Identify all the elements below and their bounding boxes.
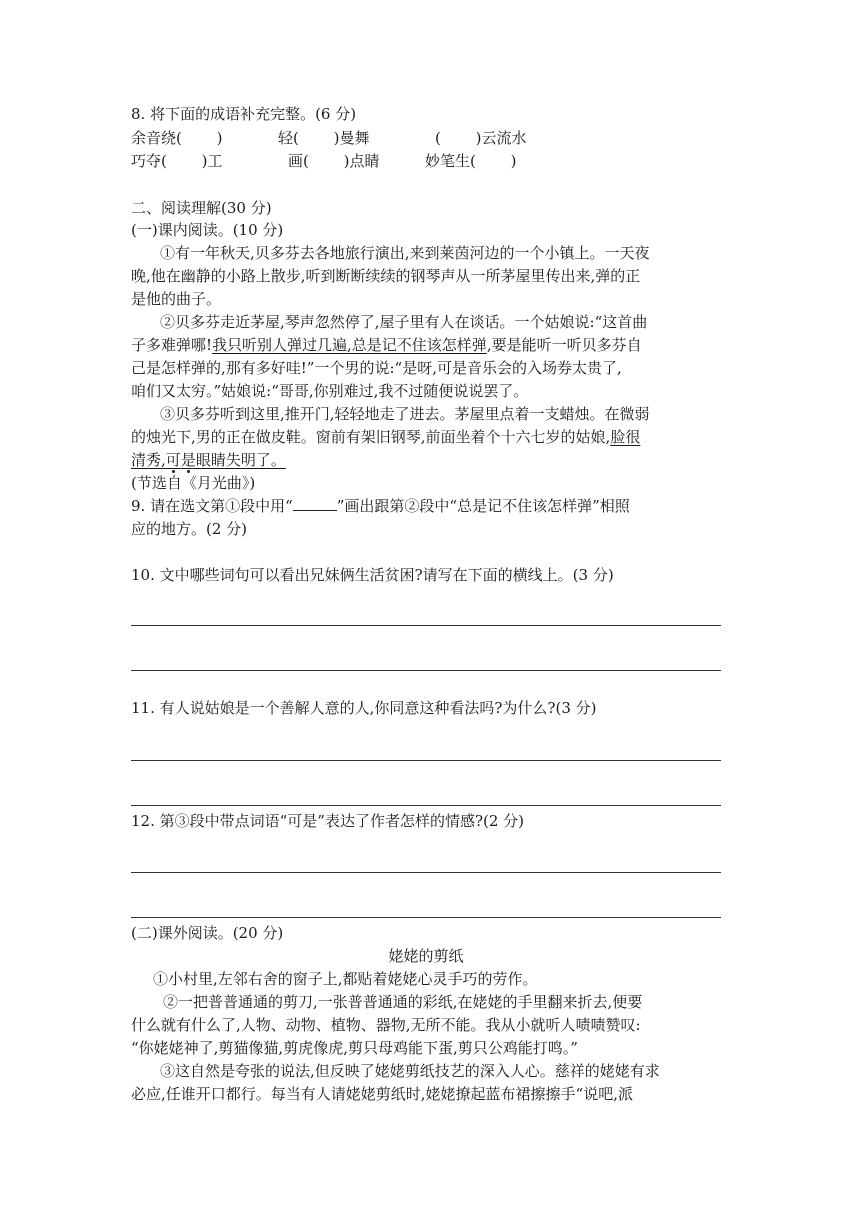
underlined-text: 脸很 xyxy=(610,428,641,446)
passage-line: 什么就有什么了,人物、动物、植物、器物,无所不能。我从小就听人啧啧赞叹: xyxy=(131,1016,641,1034)
passage-line: 晚,他在幽静的小路上散步,听到断断续续的钢琴声从一所茅屋里传出来,弹的正 xyxy=(131,267,641,285)
passage-title: 姥姥的剪纸 xyxy=(388,947,464,965)
passage-line: “你姥姥神了,剪猫像猫,剪虎像虎,剪只母鸡能下蛋,剪只公鸡能打鸣。” xyxy=(131,1039,578,1057)
q10-prompt: 10. 文中哪些词句可以看出兄妹俩生活贫困?请写在下面的横线上。(3 分) xyxy=(131,566,614,584)
answer-line[interactable] xyxy=(131,670,721,671)
text-span: ,要是能听一听贝多芬自 xyxy=(486,336,642,354)
answer-line[interactable] xyxy=(131,805,721,806)
answer-line[interactable] xyxy=(131,760,721,761)
passage-line xyxy=(131,334,642,356)
text-span: 9. 请在选文第①段中用“ xyxy=(131,497,293,515)
q9-line1 xyxy=(131,495,630,517)
passage-line: ③这自然是夸张的说法,但反映了姥姥剪纸技艺的深入人心。慈祥的姥姥有求 xyxy=(160,1062,660,1080)
idiom-item: 画( )点睛 xyxy=(288,152,380,170)
underlined-text: 清秀, xyxy=(131,451,166,469)
passage-line: 己是怎样弹的,那有多好哇!”一个男的说:“是呀,可是音乐会的入场券太贵了, xyxy=(131,359,622,377)
section-heading: 二、阅读理解(30 分) xyxy=(131,199,272,217)
passage-line: 是他的曲子。 xyxy=(131,290,222,308)
text-span: 的烛光下,男的正在做皮鞋。窗前有架旧钢琴,前面坐着个十六七岁的姑娘, xyxy=(131,428,611,446)
idiom-item: 巧夺( )工 xyxy=(131,152,223,170)
idiom-item: 轻( )曼舞 xyxy=(278,129,370,147)
passage-line: 咱们又太穷。”姑娘说:“哥哥,你别难过,我不过随便说说罢了。 xyxy=(131,382,529,400)
passage-line: ②一把普普通通的剪刀,一张普普通通的彩纸,在姥姥的手里翻来折去,便要 xyxy=(163,993,643,1011)
q11-prompt: 11. 有人说姑娘是一个善解人意的人,你同意这种看法吗?为什么?(3 分) xyxy=(131,699,597,717)
passage-line: ③贝多芬听到这里,推开门,轻轻地走了进去。茅屋里点着一支蜡烛。在微弱 xyxy=(160,405,650,423)
subsection-heading: (二)课外阅读。(20 分) xyxy=(131,924,284,942)
q9-line2: 应的地方。(2 分) xyxy=(131,520,248,538)
dotted-word: 可 xyxy=(165,451,181,469)
text-span: ”画出跟第②段中“总是记不住该怎样弹”相照 xyxy=(336,497,630,515)
passage-line xyxy=(131,426,640,448)
passage-line: ②贝多芬走近茅屋,琴声忽然停了,屋子里有人在谈话。一个姑娘说:“这首曲 xyxy=(160,313,648,331)
q12-prompt: 12. 第③段中带点词语“可是”表达了作者怎样的情感?(2 分) xyxy=(131,812,525,830)
passage-line xyxy=(131,449,286,471)
q8-title: 8. 将下面的成语补充完整。(6 分) xyxy=(131,105,357,123)
underline-sample xyxy=(293,496,337,511)
passage-line: 必应,任谁开口都行。每当有人请姥姥剪纸时,姥姥撩起蓝布裙擦擦手“说吧,派 xyxy=(131,1085,633,1103)
passage-source: (节选自《月光曲》) xyxy=(131,474,256,492)
underlined-text: 眼睛失明了。 xyxy=(195,451,286,469)
passage-line: ①小村里,左邻右舍的窗子上,都贴着姥姥心灵手巧的劳作。 xyxy=(153,970,538,988)
answer-line[interactable] xyxy=(131,917,721,918)
text-span: 子多难弹哪! xyxy=(131,336,213,354)
idiom-item: ( )云流水 xyxy=(435,129,527,147)
underlined-text: 我只听别人弹过几遍,总是记不住该怎样弹 xyxy=(212,336,487,354)
answer-line[interactable] xyxy=(131,872,721,873)
passage-line: ①有一年秋天,贝多芬去各地旅行演出,来到莱茵河边的一个小镇上。一天夜 xyxy=(160,244,650,262)
idiom-item: 妙笔生( ) xyxy=(425,152,517,170)
subsection-heading: (一)课内阅读。(10 分) xyxy=(131,221,284,239)
answer-line[interactable] xyxy=(131,625,721,626)
idiom-item: 余音绕( ) xyxy=(131,129,223,147)
dotted-word: 是 xyxy=(180,451,196,469)
